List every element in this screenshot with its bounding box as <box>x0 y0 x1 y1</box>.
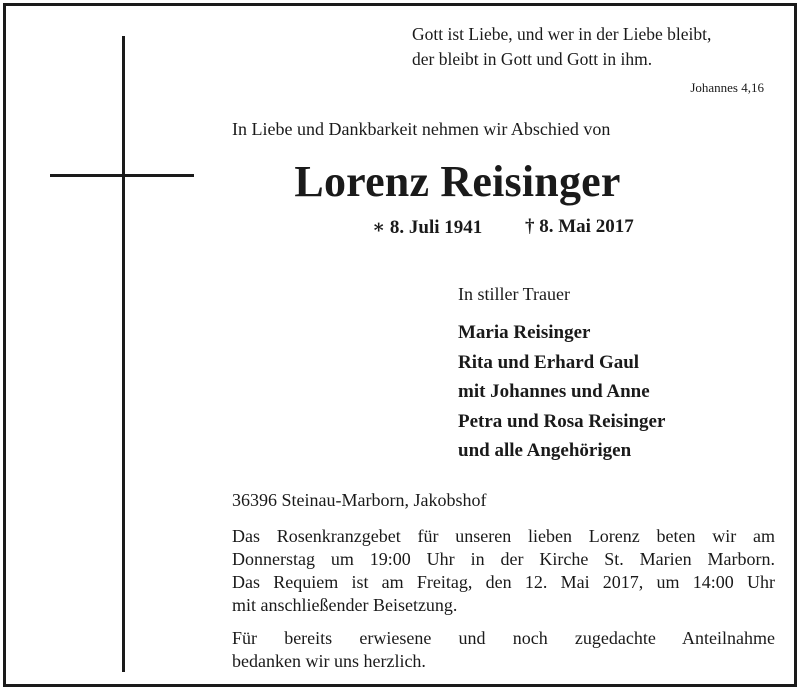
deceased-name: Lorenz Reisinger <box>294 157 621 206</box>
obituary-notice <box>3 3 797 687</box>
cross-vertical-bar <box>122 36 125 672</box>
address: 36396 Steinau-Marborn, Jakobshof <box>232 490 487 510</box>
mourner-name: Rita und Erhard Gaul <box>458 351 640 373</box>
funeral-notice-line: Das Requiem ist am Freitag, den 12. Mai 2017, um 14:00 Uhr <box>232 572 775 592</box>
mourning-label: In stiller Trauer <box>458 284 570 304</box>
funeral-notice-line: mit anschließender Beisetzung. <box>232 595 458 615</box>
thanks-line: Für bereits erwiesene und noch zugedachte Anteilnahme <box>232 628 775 648</box>
thanks-text <box>232 627 775 673</box>
funeral-notice <box>232 525 775 617</box>
mourner-name: mit Johannes und Anne <box>458 381 650 402</box>
mourner-list <box>458 318 665 466</box>
intro-text: In Liebe und Dankbarkeit nehmen wir Abschied von <box>232 119 611 139</box>
funeral-notice-line: Das Rosenkranzgebet für unseren lieben Lorenz beten wir am <box>232 526 775 546</box>
mourner-name: Maria Reisinger <box>458 322 591 343</box>
bible-verse-line-2: der bleibt in Gott und Gott in ihm. <box>412 49 653 69</box>
birth-date: ∗ 8. Juli 1941 <box>372 217 483 238</box>
funeral-notice-line: Donnerstag um 19:00 Uhr in der Kirche St. Marien Marborn. <box>232 549 775 569</box>
thanks-line: bedanken wir uns herzlich. <box>232 651 426 671</box>
bible-verse <box>412 22 772 72</box>
mourner-name: Petra und Rosa Reisinger <box>458 410 666 432</box>
mourner-name: und alle Angehörigen <box>458 440 632 461</box>
death-date: † 8. Mai 2017 <box>525 216 634 237</box>
bible-verse-reference: Johannes 4,16 <box>690 80 764 95</box>
bible-verse-line-1: Gott ist Liebe, und wer in der Liebe bleibt, <box>412 24 712 44</box>
